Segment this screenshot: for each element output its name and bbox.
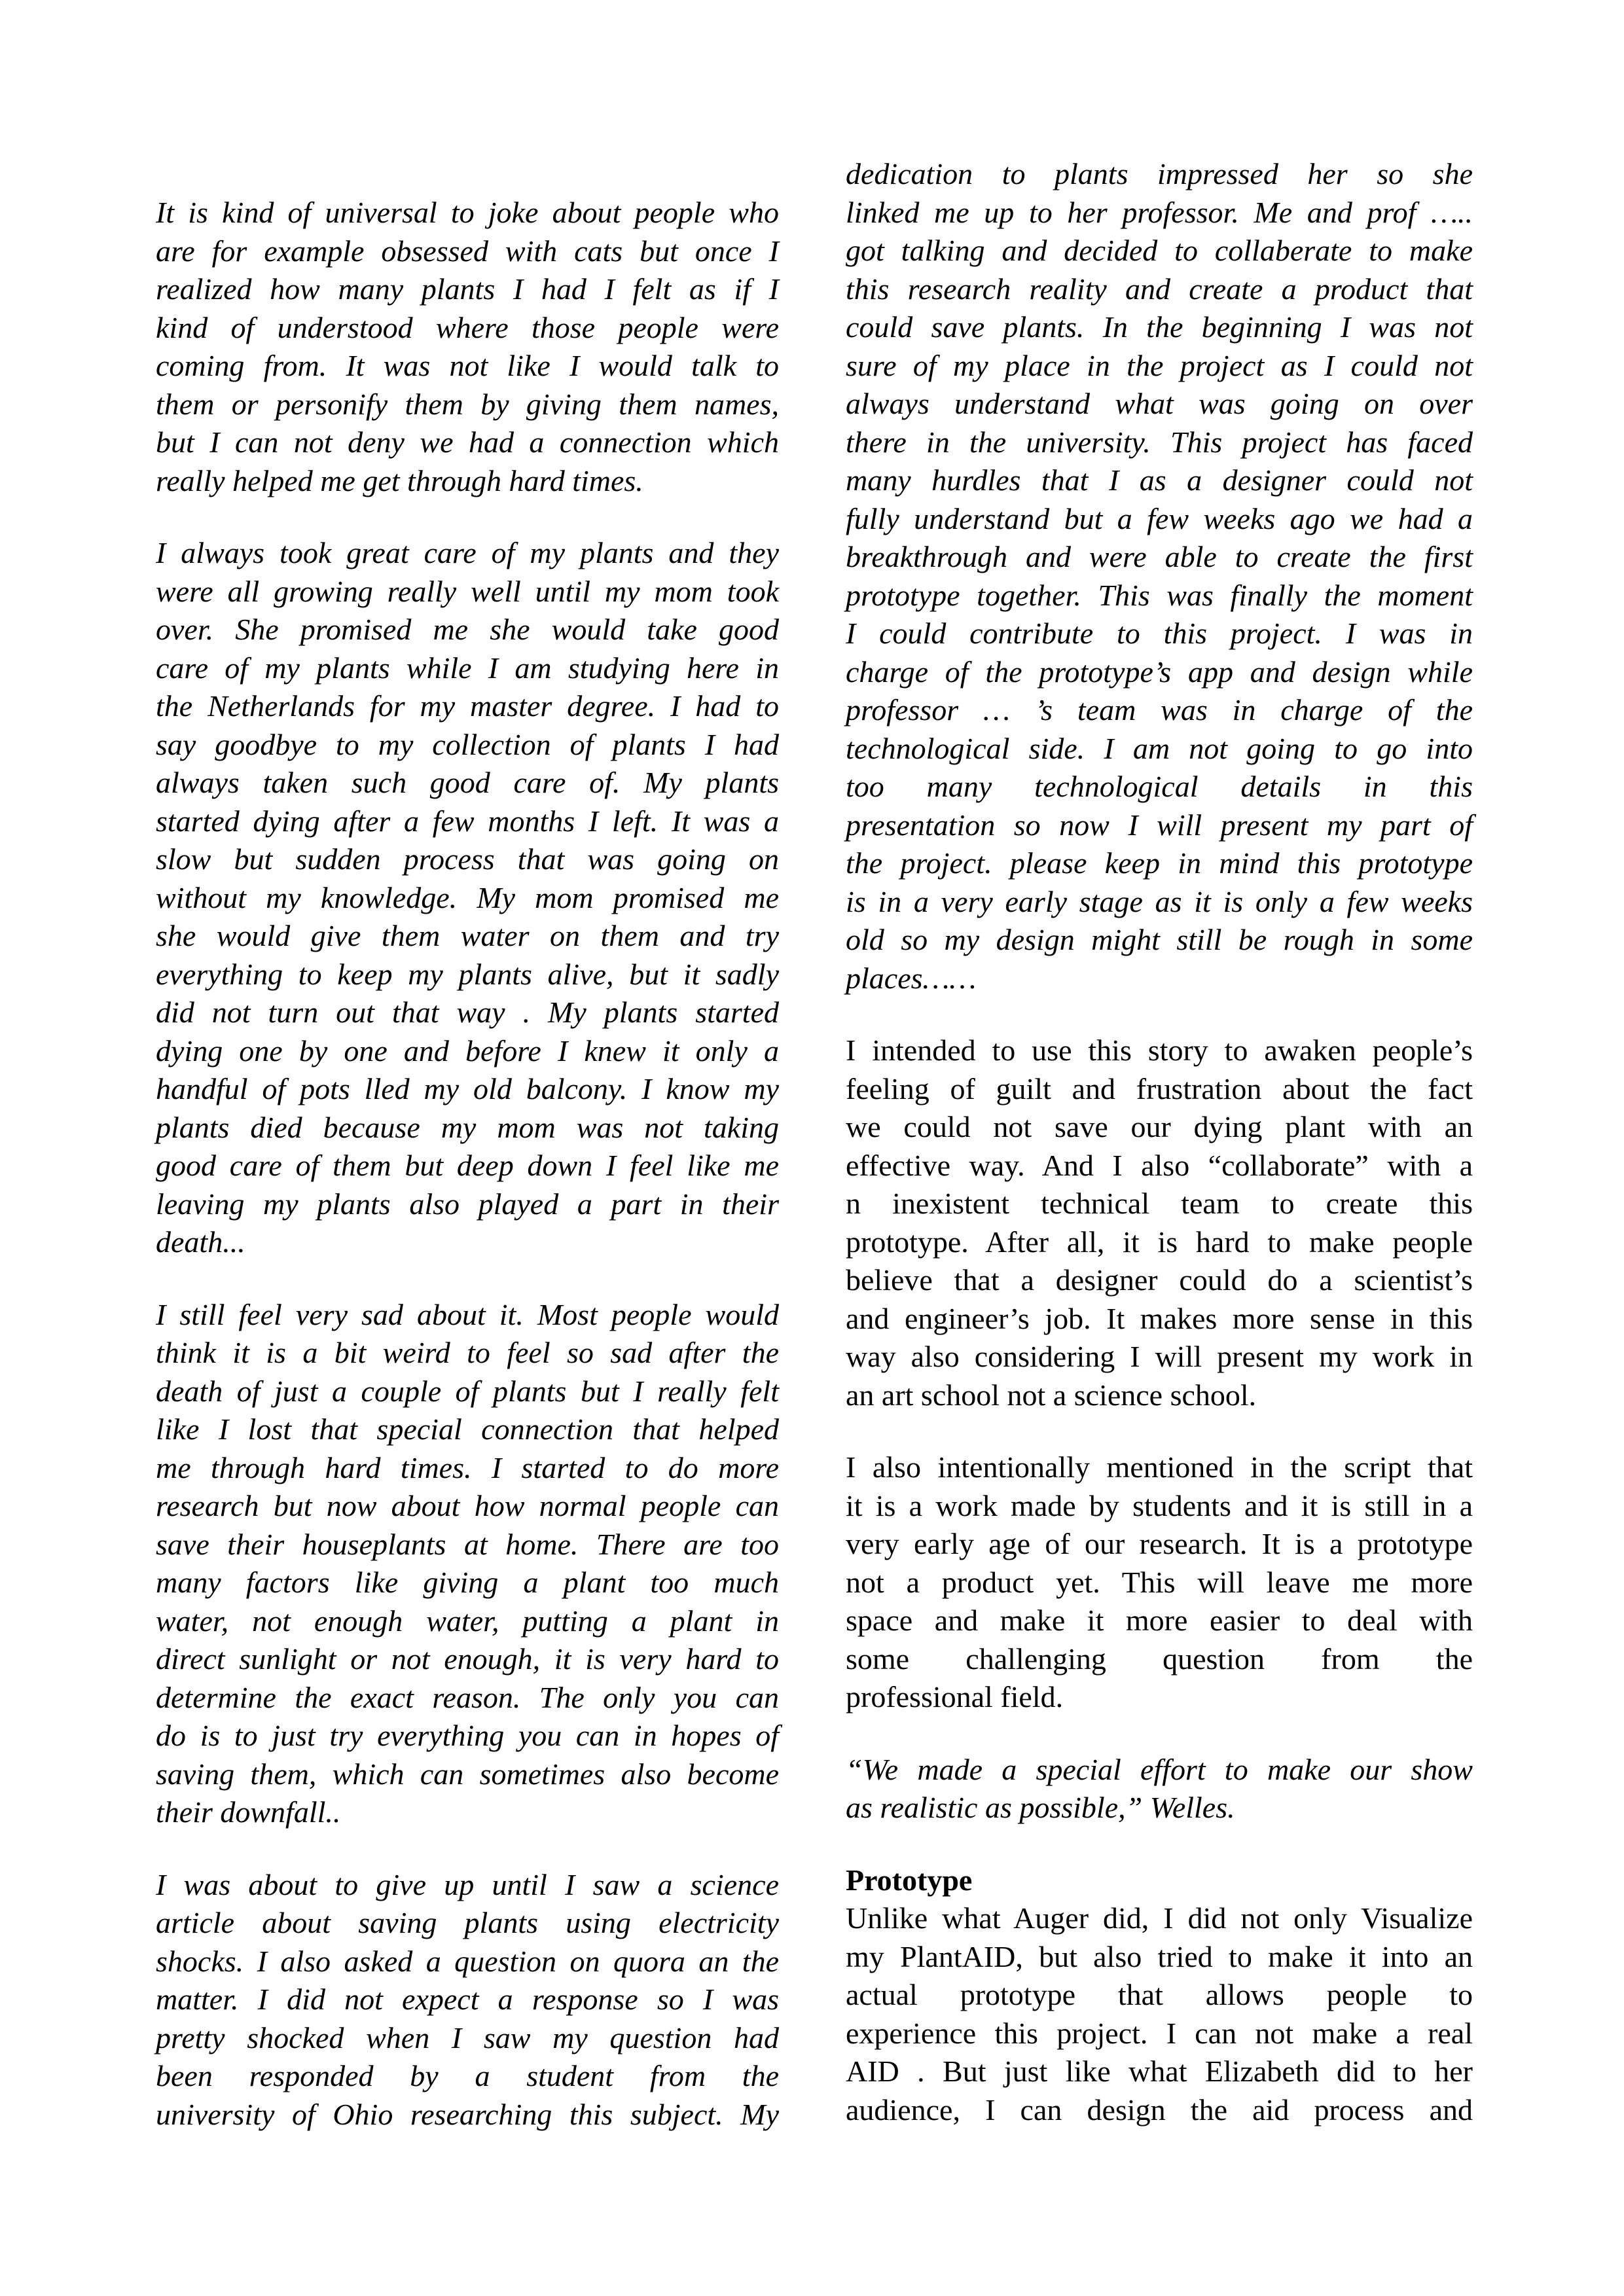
text-line: pretty shocked when I saw my question had — [156, 2020, 779, 2054]
text-line: I intended to use this story to awaken people’s — [846, 1033, 1473, 1067]
text-line: always taken such good care of. My plants — [156, 766, 779, 799]
text-line: good care of them but deep down I feel like me — [156, 1149, 779, 1182]
paragraph — [846, 1751, 1473, 1827]
text-line: like I lost that special connection that helped — [156, 1412, 779, 1446]
text-line: got talking and decided to collaberate to make — [846, 234, 1473, 267]
text-line: she would give them water on them and try — [156, 919, 779, 952]
text-line: think it is a bit weird to feel so sad after the — [156, 1336, 779, 1369]
text-line: actual prototype that allows people to — [846, 1978, 1473, 2011]
text-line: Unlike what Auger did, I did not only Visualize — [846, 1901, 1473, 1935]
text-line: effective way. And I also “collaborate” with a — [846, 1148, 1473, 1182]
text-line: charge of the prototype’s app and design while — [846, 655, 1473, 689]
text-line: n inexistent technical team to create this — [846, 1187, 1473, 1220]
text-line: article about saving plants using electricity — [156, 1906, 779, 1939]
text-line: prototype. After all, it is hard to make people — [846, 1225, 1473, 1259]
text-line: prototype together. This was finally the moment — [846, 578, 1473, 612]
text-line: death of just a couple of plants but I really felt — [156, 1374, 779, 1408]
text-line: I could contribute to this project. I was in — [846, 617, 1473, 650]
text-line: very early age of our research. It is a prototype — [846, 1527, 1473, 1560]
text-line: started dying after a few months I left. It was a — [156, 804, 779, 838]
text-line: always understand what was going on over — [846, 387, 1473, 420]
text-line: I still feel very sad about it. Most people would — [156, 1297, 779, 1331]
text-line: I always took great care of my plants and they — [156, 536, 779, 569]
text-line: leaving my plants also played a part in their — [156, 1187, 779, 1221]
text-line: as realistic as possible,” Welles. — [846, 1791, 1235, 1824]
text-line: way also considering I will present my work in — [846, 1340, 1473, 1373]
text-line: university of Ohio researching this subject. My — [156, 2097, 779, 2131]
text-line: It is kind of universal to joke about people who — [156, 196, 779, 229]
paragraph — [156, 1866, 779, 2134]
text-line: do is to just try everything you can in hopes of — [156, 1719, 779, 1752]
text-line: research but now about how normal people can — [156, 1489, 779, 1522]
text-line: audience, I can design the aid process and — [846, 2092, 1473, 2126]
text-line: save their houseplants at home. There are too — [156, 1527, 779, 1561]
text-line: “We made a special effort to make our show — [846, 1752, 1473, 1786]
text-line: over. She promised me she would take good — [156, 613, 779, 646]
text-line: experience this project. I can not make a real — [846, 2016, 1473, 2050]
paragraph — [156, 1296, 779, 1832]
text-line: but I can not deny we had a connection which — [156, 425, 779, 459]
text-line: this research reality and create a product that — [846, 272, 1473, 306]
text-line: me through hard times. I started to do more — [156, 1450, 779, 1484]
text-line: realized how many plants I had I felt as if I — [156, 272, 779, 306]
text-line: I was about to give up until I saw a science — [156, 1867, 779, 1901]
text-line: not a product yet. This will leave me more — [846, 1565, 1473, 1599]
text-line: we could not save our dying plant with an — [846, 1110, 1473, 1143]
text-line: the Netherlands for my master degree. I had to — [156, 689, 779, 723]
text-line: really helped me get through hard times. — [156, 463, 643, 497]
text-line: without my knowledge. My mom promised me — [156, 880, 779, 914]
text-line: places…… — [846, 961, 977, 995]
text-line: some challenging question from the — [846, 1641, 1473, 1676]
text-line: everything to keep my plants alive, but it sadly — [156, 957, 779, 991]
text-line: technological side. I am not going to go into — [846, 731, 1473, 765]
text-line: were all growing really well until my mom took — [156, 574, 779, 608]
left-column — [156, 194, 779, 2168]
text-line: did not turn out that way . My plants started — [156, 996, 779, 1029]
text-line: many hurdles that I as a designer could not — [846, 463, 1473, 497]
text-line: an art school not a science school. — [846, 1378, 1257, 1412]
text-line: it is a work made by students and it is still in a — [846, 1488, 1473, 1522]
paragraph — [846, 1448, 1473, 1717]
text-line: there in the university. This project has faced — [846, 425, 1473, 459]
text-line: the project. please keep in mind this prototype — [846, 846, 1473, 880]
text-line: slow but sudden process that was going on — [156, 842, 779, 876]
right-column — [846, 155, 1473, 2163]
paragraph — [846, 155, 1473, 997]
text-line: could save plants. In the beginning I was not — [846, 310, 1473, 344]
text-line: determine the exact reason. The only you can — [156, 1680, 779, 1714]
text-line: many factors like giving a plant too much — [156, 1566, 779, 1599]
text-line: fully understand but a few weeks ago we had a — [846, 501, 1473, 535]
text-line: space and make it more easier to deal with — [846, 1604, 1473, 1637]
text-line: been responded by a student from the — [156, 2059, 779, 2092]
text-line: dedication to plants impressed her so she — [846, 157, 1473, 190]
text-line: believe that a designer could do a scientist’s — [846, 1263, 1473, 1297]
text-line: AID . But just like what Elizabeth did to her — [846, 2054, 1473, 2088]
text-line: too many technological details in this — [846, 770, 1473, 803]
text-line: matter. I did not expect a response so I was — [156, 1982, 779, 2016]
text-line: feeling of guilt and frustration about the fact — [846, 1071, 1473, 1105]
section-paragraph — [846, 1861, 1473, 2130]
text-line: sure of my place in the project as I could not — [846, 348, 1473, 382]
text-line: presentation so now I will present my part of — [846, 808, 1473, 842]
text-line: handful of pots lled my old balcony. I know my — [156, 1072, 779, 1105]
text-line: kind of understood where those people were — [156, 310, 779, 344]
text-line: coming from. It was not like I would talk to — [156, 349, 779, 382]
text-line: direct sunlight or not enough, it is very hard to — [156, 1642, 779, 1676]
text-line: their downfall.. — [156, 1795, 341, 1829]
text-line: saving them, which can sometimes also become — [156, 1757, 779, 1791]
section-heading: Prototype — [846, 1863, 973, 1897]
text-line: professional field. — [846, 1680, 1064, 1713]
text-line: linked me up to her professor. Me and prof ….. — [846, 195, 1473, 229]
text-line: say goodbye to my collection of plants I had — [156, 727, 779, 761]
paragraph — [156, 194, 779, 500]
paragraph — [156, 534, 779, 1262]
text-line: plants died because my mom was not taking — [156, 1110, 779, 1144]
text-line: my PlantAID, but also tried to make it into an — [846, 1939, 1473, 1973]
text-line: professor … ’s team was in charge of the — [846, 693, 1473, 726]
text-line: is in a very early stage as it is only a few weeks — [846, 884, 1473, 918]
text-line: I also intentionally mentioned in the script that — [846, 1450, 1473, 1484]
text-line: breakthrough and were able to create the first — [846, 540, 1473, 573]
text-line: care of my plants while I am studying here in — [156, 651, 779, 685]
text-line: them or personify them by giving them names, — [156, 387, 779, 421]
text-line: water, not enough water, putting a plant in — [156, 1604, 779, 1638]
text-line: dying one by one and before I knew it only a — [156, 1033, 779, 1067]
text-line: old so my design might still be rough in some — [846, 923, 1473, 956]
text-line: death... — [156, 1225, 245, 1259]
text-line: and engineer’s job. It makes more sense in this — [846, 1301, 1473, 1335]
text-line: shocks. I also asked a question on quora an the — [156, 1944, 779, 1978]
paragraph — [846, 1031, 1473, 1414]
text-line: are for example obsessed with cats but once I — [156, 234, 779, 268]
